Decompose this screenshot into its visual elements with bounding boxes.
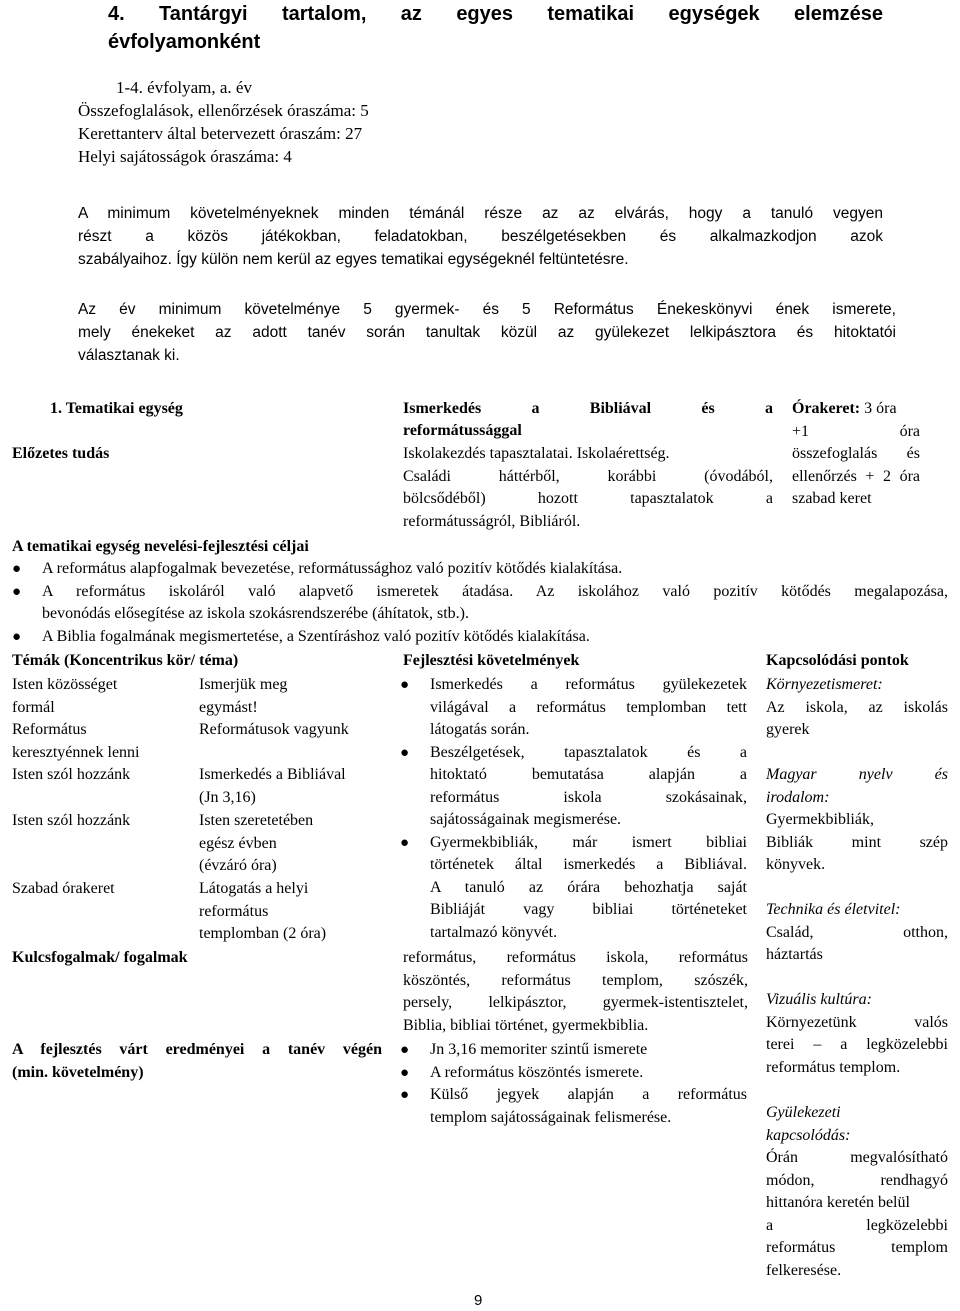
topic-sub: Isten szeretetében <box>199 812 314 829</box>
topic-name: Isten szól hozzánk <box>12 812 131 829</box>
connection-subject: irodalom: <box>766 788 830 806</box>
bullet-icon: ● <box>12 561 22 577</box>
connection-line: Környezetünk valós <box>766 1013 948 1031</box>
topic-row <box>12 674 382 719</box>
connection-line: a legközelebbi <box>766 1216 948 1234</box>
connection-line: református templom. <box>766 1058 901 1076</box>
connection-subject: Magyar nyelv és <box>766 766 948 783</box>
topic-sub: Ismerkedés a Bibliával <box>199 766 346 783</box>
connection-line: Bibliák mint szép <box>766 833 948 851</box>
requirement-line: látogatás során. <box>430 721 530 738</box>
intro-line: részt a közös játékokban, feladatokban, beszélgetésekben és alkalmazkodjon azok <box>78 228 883 245</box>
framework-hours: Kerettanterv által betervezett óraszám: 27 <box>78 124 363 143</box>
goal-item <box>12 558 948 581</box>
page-number: 9 <box>474 1292 483 1309</box>
requirement-line: Bibliáját vagy bibliai történeteket <box>430 901 747 918</box>
connection-line: terei – a legközelebbi <box>766 1036 948 1053</box>
keywords-text <box>403 947 748 1037</box>
goal-line: A református alapfogalmak bevezetése, reformátussághoz való pozitív kötődés kialakítása. <box>42 560 623 577</box>
prior-line: Iskolakezdés tapasztalatai. Iskolaérettség. <box>403 445 670 462</box>
hours-line: +1 óra <box>792 422 920 440</box>
connections-list <box>766 674 948 1282</box>
topic-sub: (évzáró óra) <box>199 857 277 874</box>
requirements-list <box>400 674 747 944</box>
intro-paragraph-2 <box>78 298 896 367</box>
requirement-line: történetek által ismerkedés a Bibliával. <box>430 856 747 873</box>
topic-row <box>12 810 382 878</box>
keywords-line: Biblia, bibliai történet, gyermekbiblia. <box>403 1016 649 1034</box>
topic-sub: Ismerjük meg <box>199 676 288 693</box>
prior-line: Családi háttérből, korábbi (óvodából, <box>403 467 773 485</box>
requirement-line: A tanuló az órára behozhatja saját <box>430 878 747 896</box>
intro-line: választanak ki. <box>78 347 180 364</box>
goal-item <box>12 581 948 626</box>
connection-block <box>766 989 948 1102</box>
topic-sub: Látogatás a helyi <box>199 880 309 897</box>
bullet-icon: ● <box>400 677 410 693</box>
goals-label: A tematikai egység nevelési-fejlesztési céljai <box>12 538 309 555</box>
topic-name: Szabad órakeret <box>12 880 115 897</box>
unit-title <box>403 398 773 442</box>
connection-line: Gyermekbibliák, <box>766 811 874 828</box>
requirement-line: világával a református templomban tett <box>430 698 747 716</box>
outcomes-label-line: A fejlesztés várt eredményei a tanév végén <box>12 1041 382 1058</box>
requirement-line: Ismerkedés a református gyülekezetek <box>430 676 747 693</box>
topic-sub: egymást! <box>199 698 258 716</box>
outcome-item <box>400 1084 747 1129</box>
outcome-line: Külső jegyek alapján a református <box>430 1086 747 1103</box>
bullet-icon: ● <box>12 628 22 645</box>
requirement-line: sajátosságainak megismerése. <box>430 811 622 828</box>
topic-name: formál <box>12 698 55 716</box>
requirement-line: református iskola szokásainak, <box>430 788 747 806</box>
connection-line: hittanóra keretén belül <box>766 1194 910 1211</box>
connection-line: módon, rendhagyó <box>766 1171 948 1189</box>
prior-text <box>403 443 773 533</box>
bullet-icon: ● <box>400 1042 410 1058</box>
prior-line: bölcsődéből) hozott tapasztalatok a <box>403 490 773 507</box>
hours-value: 3 óra <box>864 400 897 417</box>
connection-subject: Környezetismeret: <box>766 676 883 693</box>
intro-line: Az év minimum követelménye 5 gyermek- és 5 Református Énekeskönyvi ének ismerete, <box>78 301 896 318</box>
goal-line: A református iskoláról való alapvető ismeretek átadása. Az iskolához való pozitív kötődés megalapozása, <box>42 582 948 600</box>
connection-subject: Vizuális kultúra: <box>766 991 872 1008</box>
intro-paragraph-1 <box>78 202 883 271</box>
connection-subject: Gyülekezeti <box>766 1104 841 1121</box>
bullet-icon: ● <box>400 744 410 761</box>
column-header-connections: Kapcsolódási pontok <box>766 652 909 669</box>
column-header-topics: Témák (Koncentrikus kör/ téma) <box>12 652 239 669</box>
topic-row <box>12 764 382 810</box>
unit-label: 1. Tematikai egység <box>50 400 183 417</box>
connection-line: Órán megvalósítható <box>766 1149 948 1166</box>
topics-list <box>12 674 382 948</box>
keywords-line: református, református iskola, református <box>403 949 748 966</box>
topic-name: Isten szól hozzánk <box>12 766 131 783</box>
requirement-item <box>400 674 747 742</box>
topic-name: Református <box>12 721 87 738</box>
requirement-item <box>400 832 747 945</box>
requirement-line: Beszélgetések, tapasztalatok és a <box>430 743 747 761</box>
goals-list <box>12 558 948 648</box>
outcomes-list <box>400 1039 747 1129</box>
local-hours: Helyi sajátosságok óraszáma: 4 <box>78 147 292 166</box>
hours-line: ellenőrzés + 2 óra <box>792 467 920 485</box>
requirement-item <box>400 742 747 832</box>
topic-row <box>12 878 382 948</box>
outcomes-label-line: (min. követelmény) <box>12 1063 144 1081</box>
outcome-line: templom sajátosságainak felismerése. <box>430 1108 672 1126</box>
goal-line: bevonódás elősegítése az iskola szokásrendszerébe (áhítatok, stb.). <box>42 605 469 622</box>
grade-info <box>78 76 369 168</box>
outcome-line: A református köszöntés ismerete. <box>430 1063 644 1081</box>
intro-line: A minimum követelményeknek minden témánál része az az elvárás, hogy a tanuló vegyen <box>78 205 883 222</box>
connection-subject: Technika és életvitel: <box>766 901 901 918</box>
connection-subject: kapcsolódás: <box>766 1126 851 1144</box>
topic-sub: (Jn 3,16) <box>199 788 256 806</box>
topic-sub: templomban (2 óra) <box>199 925 327 942</box>
connection-line: református templom <box>766 1239 948 1256</box>
bullet-icon: ● <box>400 1064 410 1081</box>
hours-label: Órakeret: <box>792 400 861 417</box>
outcome-item <box>400 1039 747 1062</box>
topic-name: keresztyénnek lenni <box>12 743 140 761</box>
topic-sub: egész évben <box>199 834 277 852</box>
hours-line: összefoglalás és <box>792 445 920 462</box>
keywords-line: persely, lelkipásztor, gyermek-istentisztelet, <box>403 994 748 1011</box>
grade-title: 1-4. évfolyam, a. év <box>116 78 252 97</box>
topic-name: Isten közösséget <box>12 676 118 693</box>
connection-line: könyvek. <box>766 856 826 873</box>
prior-line: reformátusságról, Bibliáról. <box>403 512 581 530</box>
unit-title-line: Ismerkedés a Bibliával és a <box>403 400 773 417</box>
goal-line: A Biblia fogalmának megismertetése, a Szentíráshoz való pozitív kötődés kialakítása. <box>42 627 590 645</box>
hours-box <box>792 398 920 511</box>
prior-label: Előzetes tudás <box>12 445 110 462</box>
bullet-icon: ● <box>400 1087 410 1103</box>
connection-block <box>766 899 948 989</box>
intro-line: szabályaihoz. Így külön nem kerül az egyes tematikai egységeknél feltüntetésre. <box>78 251 629 268</box>
outcomes-label <box>12 1039 382 1084</box>
connection-block <box>766 764 948 899</box>
bullet-icon: ● <box>12 583 22 600</box>
connection-line: háztartás <box>766 946 823 963</box>
keywords-label: Kulcsfogalmak/ fogalmak <box>12 949 188 966</box>
column-header-requirements: Fejlesztési követelmények <box>403 652 580 669</box>
unit-title-line: reformátussággal <box>403 422 522 439</box>
hours-line: szabad keret <box>792 490 872 507</box>
requirement-line: tartalmazó könyvét. <box>430 923 558 941</box>
outcome-line: Jn 3,16 memoriter szintű ismerete <box>430 1041 648 1058</box>
connection-line: gyerek <box>766 721 810 738</box>
topic-sub: Reformátusok vagyunk <box>199 721 349 738</box>
heading-line-2: évfolyamonként <box>108 31 261 53</box>
connection-block <box>766 674 948 764</box>
requirement-line: hitoktató bemutatása alapján a <box>430 766 747 783</box>
intro-line: mely énekeket az adott tanév során tanultak közül az gyülekezet lelkipásztora és hitoktatói <box>78 324 896 341</box>
summary-hours: Összefoglalások, ellenőrzések óraszáma: 5 <box>78 101 369 120</box>
heading-line-1: 4. Tantárgyi tartalom, az egyes tematikai egységek elemzése <box>108 3 883 25</box>
requirement-line: Gyermekbibliák, már ismert bibliai <box>430 833 747 851</box>
bullet-icon: ● <box>400 834 410 851</box>
keywords-line: köszöntés, református templom, szószék, <box>403 971 748 989</box>
topic-sub: református <box>199 902 269 920</box>
outcome-item <box>400 1062 747 1085</box>
connection-line: felkeresése. <box>766 1261 842 1279</box>
connection-line: Család, otthon, <box>766 923 948 941</box>
topic-row <box>12 719 382 764</box>
connection-line: Az iskola, az iskolás <box>766 698 948 716</box>
goal-item <box>12 626 948 649</box>
connection-block <box>766 1102 948 1282</box>
